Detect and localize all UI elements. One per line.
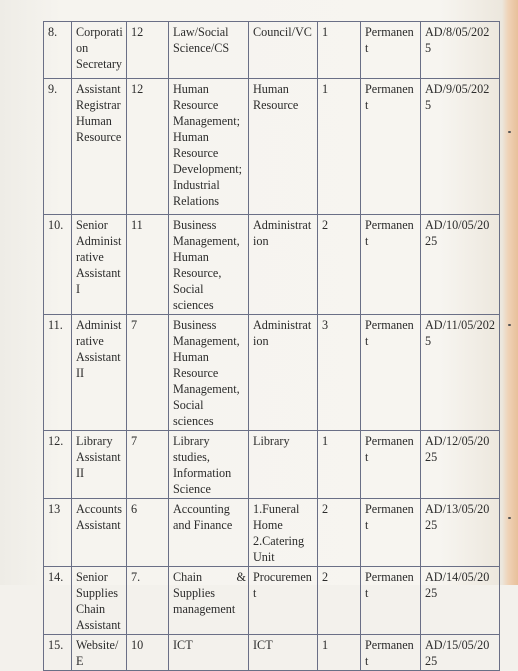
qualification-line: Business [173, 218, 217, 232]
employment-terms: Permanent [365, 570, 414, 600]
qualification-line: ICT [173, 638, 193, 652]
qualification-line: studies, [173, 450, 210, 464]
row-number-cell [44, 431, 72, 499]
qualification-line: Information [173, 466, 232, 480]
posts-count: 2 [322, 502, 329, 516]
department-line: Unit [253, 550, 275, 564]
terms-cell [361, 79, 421, 215]
designation-line: II [76, 466, 85, 480]
designation-line: Administ [76, 234, 122, 248]
reference-cell [421, 567, 500, 635]
qualification-line: Development; [173, 162, 243, 176]
department-line: Administrat [253, 318, 312, 332]
department-line: Home [253, 518, 283, 532]
designation-cell [72, 431, 127, 499]
grade-value: 12 [131, 25, 144, 39]
table-row [44, 499, 500, 567]
grade-value: 11 [131, 218, 143, 232]
posts-cell [318, 315, 361, 431]
terms-cell [361, 499, 421, 567]
employment-terms: Permanent [365, 434, 414, 464]
designation-line: Assistant [76, 350, 121, 364]
reference-cell [421, 215, 500, 315]
qualification-cell [169, 567, 249, 635]
qualification-cell [169, 215, 249, 315]
grade-cell [127, 79, 169, 215]
row-number: 11. [48, 318, 63, 332]
designation-line: on [76, 41, 89, 55]
posts-cell [318, 567, 361, 635]
qualification-cell [169, 79, 249, 215]
qualification-cell [169, 499, 249, 567]
grade-cell [127, 215, 169, 315]
grade-value: 10 [131, 638, 144, 652]
grade-cell [127, 22, 169, 79]
qualification-line: and Finance [173, 518, 233, 532]
department-cell [249, 215, 318, 315]
department-line: ion [253, 234, 269, 248]
designation-line: Assistant [76, 518, 121, 532]
qualification-line: Management, [173, 382, 240, 396]
row-number: 9. [48, 82, 58, 96]
designation-line: Website/ [76, 638, 119, 652]
table-body [44, 22, 500, 671]
department-cell [249, 22, 318, 79]
designation-line: rative [76, 250, 104, 264]
qualification-line: Relations [173, 194, 220, 208]
reference-cell [421, 499, 500, 567]
designation-cell [72, 635, 127, 671]
department-line: Library [253, 434, 290, 448]
qualification-cell [169, 431, 249, 499]
terms-cell [361, 431, 421, 499]
posts-count: 1 [322, 82, 329, 96]
designation-line: Supplies [76, 586, 118, 600]
row-number: 15. [48, 638, 64, 652]
employment-terms: Permanent [365, 502, 414, 532]
designation-line: Administ [76, 318, 122, 332]
employment-terms: Permanent [365, 218, 414, 248]
terms-cell [361, 315, 421, 431]
reference-number: AD/14/05/2025 [425, 570, 490, 600]
posts-cell [318, 431, 361, 499]
designation-line: II [76, 366, 85, 380]
qualification-line: Human [173, 350, 209, 364]
qualification-line: Management, [173, 234, 240, 248]
posts-count: 1 [322, 25, 329, 39]
grade-cell [127, 499, 169, 567]
designation-line: I [76, 282, 81, 296]
department-line: 2.Catering [253, 534, 305, 548]
reference-cell [421, 635, 500, 671]
department-cell [249, 431, 318, 499]
qualification-cell [169, 315, 249, 431]
employment-terms: Permanent [365, 638, 414, 668]
reference-cell [421, 22, 500, 79]
posts-count: 2 [322, 218, 329, 232]
designation-line: Accounts [76, 502, 123, 516]
grade-cell [127, 315, 169, 431]
designation-cell [72, 22, 127, 79]
terms-cell [361, 635, 421, 671]
scan-speck [508, 517, 511, 519]
table-row [44, 567, 500, 635]
designation-cell [72, 315, 127, 431]
designation-line: Assistant [76, 618, 121, 632]
grade-cell [127, 567, 169, 635]
qualification-line: Science/CS [173, 41, 230, 55]
page-edge-shadow [502, 0, 518, 585]
table-row [44, 431, 500, 499]
posts-cell [318, 215, 361, 315]
scan-speck [508, 131, 511, 133]
department-cell [249, 567, 318, 635]
grade-value: 7 [131, 434, 138, 448]
qualification-line: Library [173, 434, 210, 448]
designation-line: Assistant [76, 266, 121, 280]
department-cell [249, 635, 318, 671]
employment-terms: Permanent [365, 82, 414, 112]
reference-cell [421, 79, 500, 215]
qualification-line: Resource [173, 98, 219, 112]
qualification-line: Human [173, 82, 209, 96]
designation-line: E [76, 654, 84, 668]
grade-value: 7. [131, 570, 141, 584]
department-line: ion [253, 334, 269, 348]
department-line: Council/VC [253, 25, 312, 39]
reference-number: AD/13/05/2025 [425, 502, 490, 532]
department-line: ICT [253, 638, 273, 652]
posts-count: 1 [322, 638, 329, 652]
qualification-line: Accounting [173, 502, 230, 516]
row-number-cell [44, 567, 72, 635]
table-row [44, 22, 500, 79]
employment-terms: Permanent [365, 25, 414, 55]
qualification-line: Resource [173, 366, 219, 380]
qualification-line: Management; [173, 114, 241, 128]
posts-cell [318, 635, 361, 671]
designation-cell [72, 215, 127, 315]
reference-number: AD/9/05/2025 [425, 82, 490, 112]
designation-line: Assistant [76, 450, 121, 464]
department-line: Procuremen [253, 570, 312, 584]
row-number-cell [44, 215, 72, 315]
row-number: 10. [48, 218, 64, 232]
posts-count: 1 [322, 434, 329, 448]
posts-cell [318, 22, 361, 79]
designation-line: Senior [76, 218, 108, 232]
reference-number: AD/11/05/2025 [425, 318, 495, 348]
department-line: Human [253, 82, 289, 96]
grade-value: 12 [131, 82, 144, 96]
qualification-line: Human [173, 130, 209, 144]
qualification-line: management [173, 602, 236, 616]
posts-cell [318, 79, 361, 215]
posts-cell [318, 499, 361, 567]
reference-number: AD/10/05/2025 [425, 218, 490, 248]
department-cell [249, 79, 318, 215]
designation-line: Resource [76, 130, 122, 144]
qualification-word: Chain [173, 570, 203, 584]
employment-terms: Permanent [365, 318, 414, 348]
grade-value: 6 [131, 502, 138, 516]
terms-cell [361, 567, 421, 635]
table-row [44, 635, 500, 671]
row-number-cell [44, 499, 72, 567]
row-number-cell [44, 79, 72, 215]
row-number: 14. [48, 570, 64, 584]
posts-count: 2 [322, 570, 329, 584]
department-line: Administrat [253, 218, 312, 232]
designation-line: Chain [76, 602, 106, 616]
designation-line: Senior [76, 570, 108, 584]
department-cell [249, 315, 318, 431]
qualification-line: Industrial [173, 178, 220, 192]
department-line: 1.Funeral [253, 502, 300, 516]
qualification-line: Supplies [173, 586, 215, 600]
qualification-line: Resource [173, 146, 219, 160]
qualification-line: Science [173, 482, 211, 496]
row-number: 8. [48, 25, 58, 39]
qualification-line: Human [173, 250, 209, 264]
table-row [44, 215, 500, 315]
grade-cell [127, 635, 169, 671]
row-number-cell [44, 315, 72, 431]
reference-number: AD/15/05/2025 [425, 638, 490, 668]
qualification-line: Business [173, 318, 217, 332]
designation-cell [72, 499, 127, 567]
scan-speck [508, 324, 511, 326]
table-row [44, 79, 500, 215]
terms-cell [361, 22, 421, 79]
reference-number: AD/12/05/2025 [425, 434, 490, 464]
row-number: 12. [48, 434, 64, 448]
terms-cell [361, 215, 421, 315]
designation-line: Assistant [76, 82, 121, 96]
row-number-cell [44, 635, 72, 671]
designation-cell [72, 567, 127, 635]
designation-cell [72, 79, 127, 215]
qualification-line: Law/Social [173, 25, 229, 39]
designation-line: Corporati [76, 25, 123, 39]
department-line: t [253, 586, 257, 600]
grade-value: 7 [131, 318, 138, 332]
row-number-cell [44, 22, 72, 79]
vacancies-table [43, 21, 500, 671]
qualification-cell [169, 22, 249, 79]
reference-number: AD/8/05/2025 [425, 25, 490, 55]
designation-line: Secretary [76, 57, 123, 71]
reference-cell [421, 315, 500, 431]
designation-line: Human [76, 114, 112, 128]
qualification-word: & [236, 570, 246, 584]
table-row [44, 315, 500, 431]
department-cell [249, 499, 318, 567]
qualification-line: Social sciences [173, 398, 214, 428]
department-line: Resource [253, 98, 299, 112]
row-number: 13 [48, 502, 61, 516]
posts-count: 3 [322, 318, 329, 332]
qualification-cell [169, 635, 249, 671]
qualification-justified-line [173, 569, 246, 585]
qualification-line: Social sciences [173, 282, 214, 312]
designation-line: rative [76, 334, 104, 348]
grade-cell [127, 431, 169, 499]
designation-line: Registrar [76, 98, 121, 112]
qualification-line: Management, [173, 334, 240, 348]
qualification-line: Resource, [173, 266, 222, 280]
designation-line: Library [76, 434, 113, 448]
reference-cell [421, 431, 500, 499]
